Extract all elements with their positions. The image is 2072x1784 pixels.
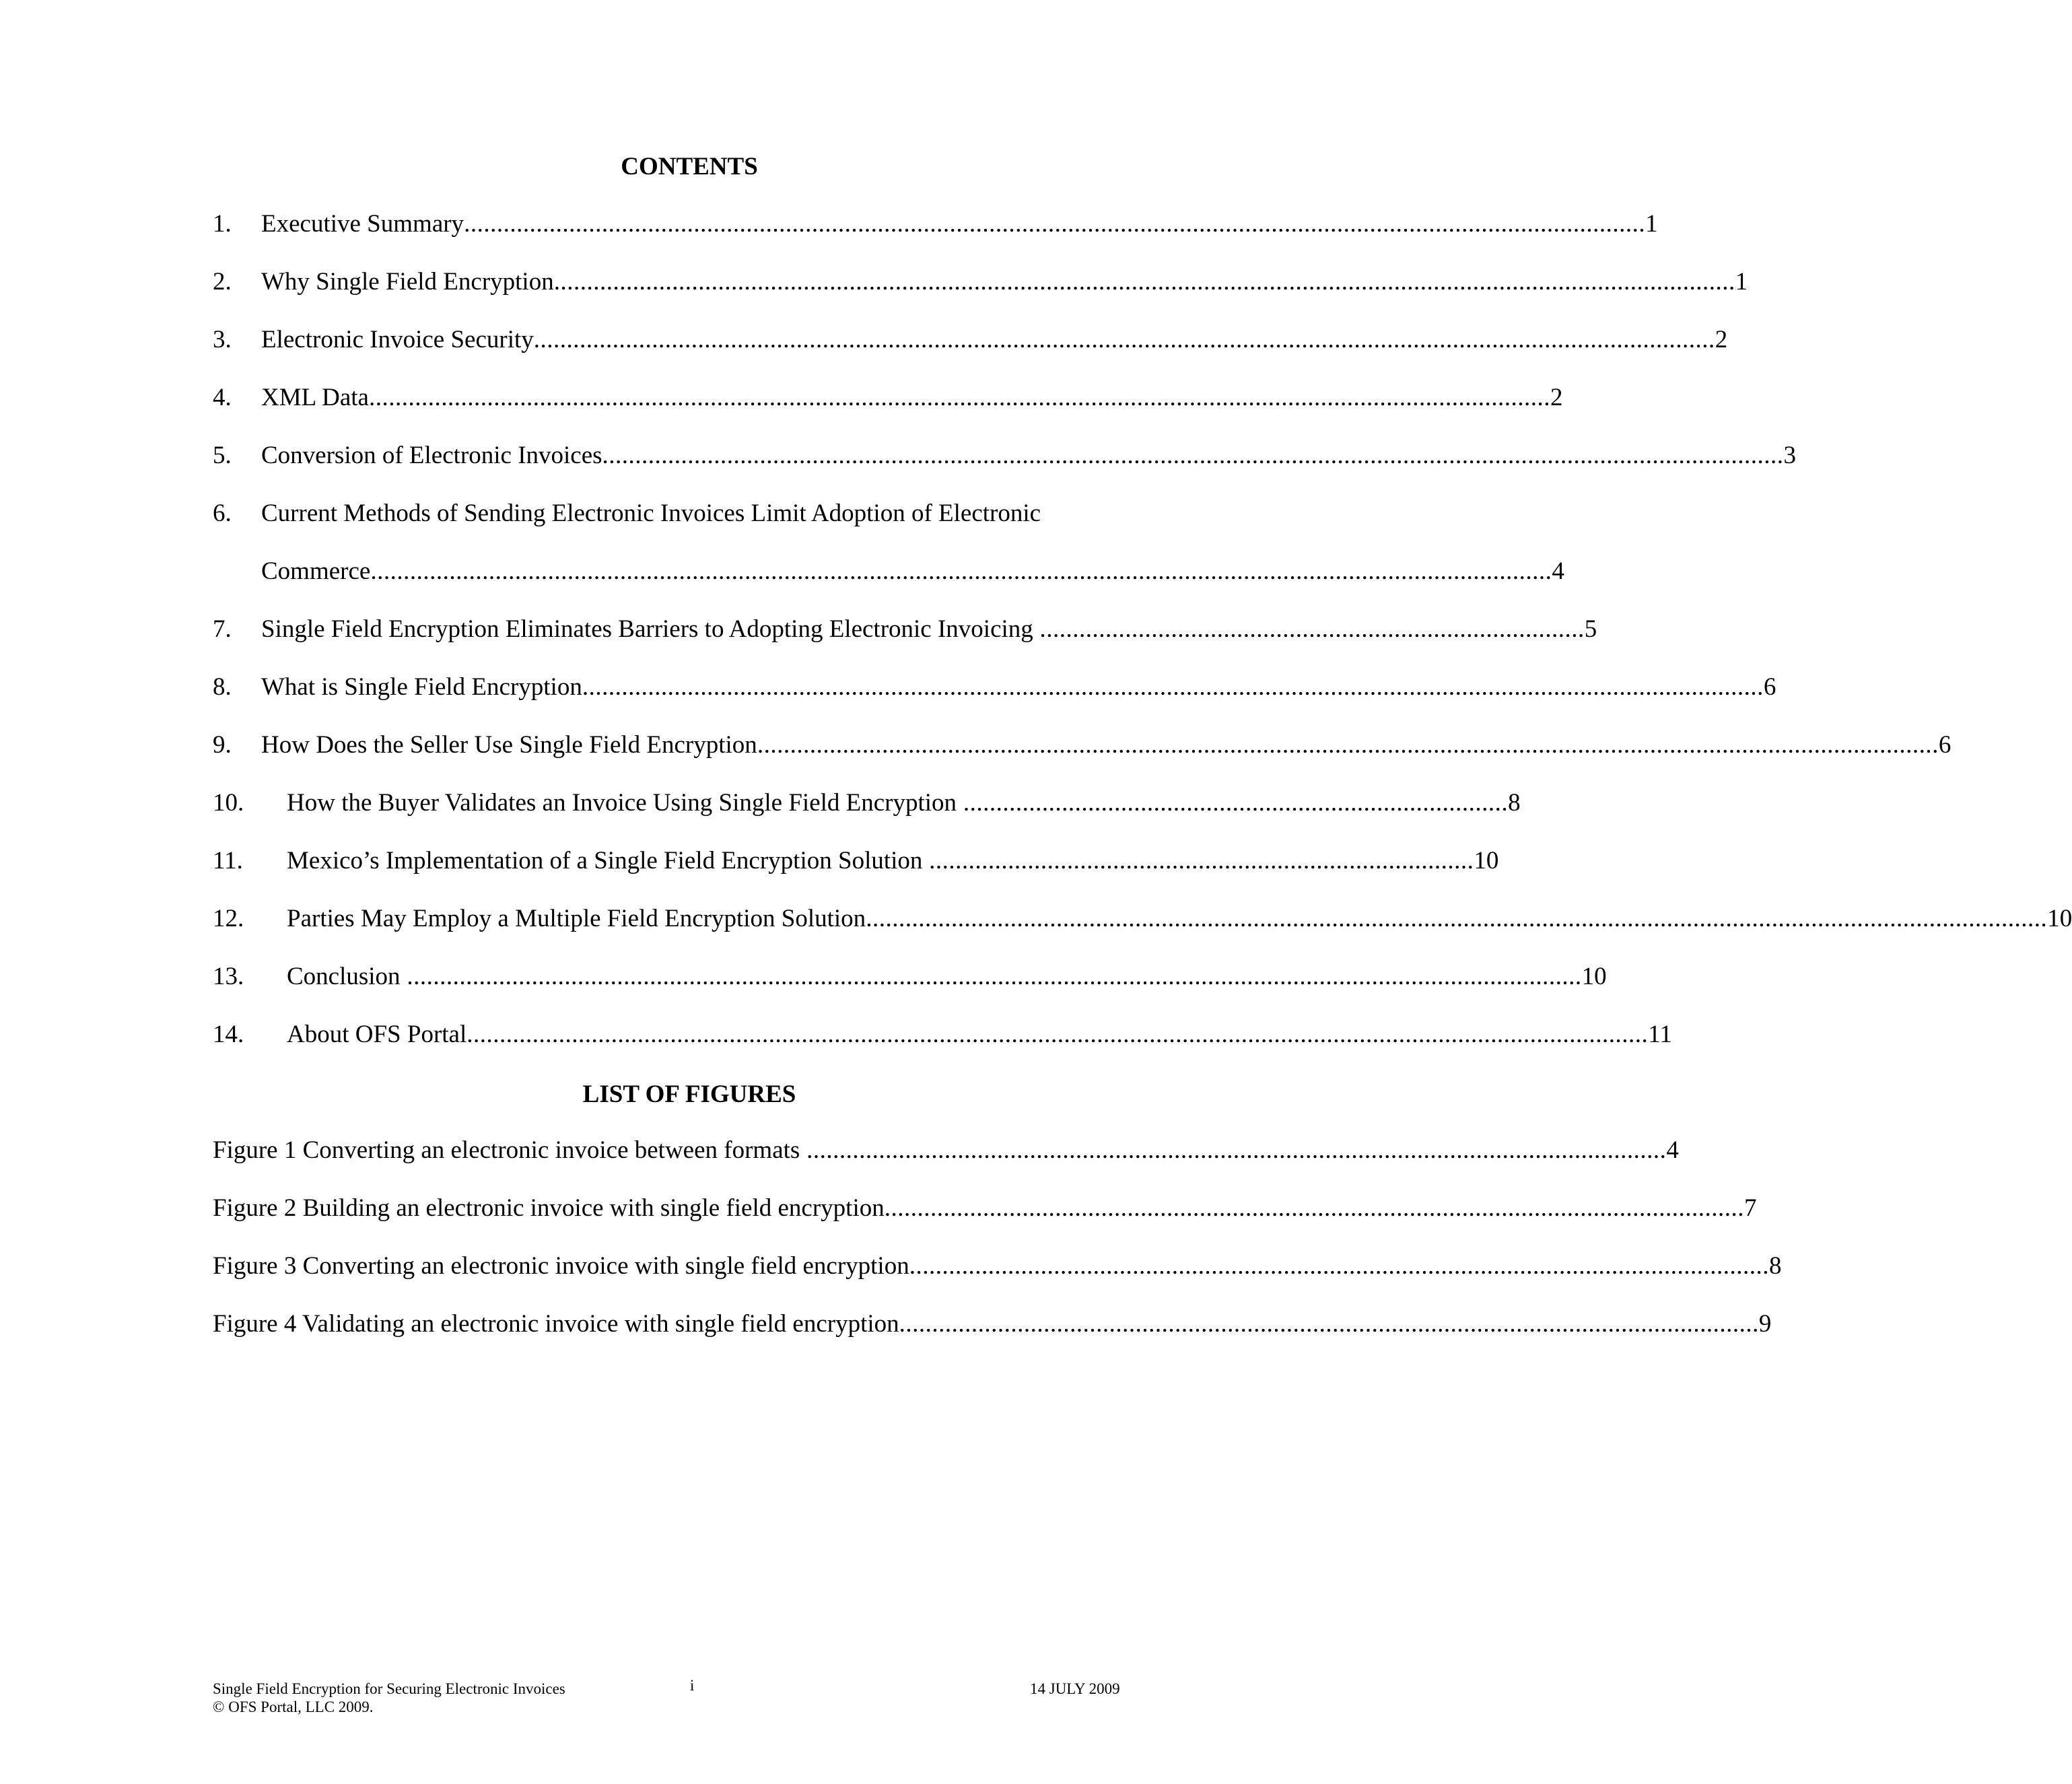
figure-title: Figure 4 Validating an electronic invoice with single field encryption bbox=[213, 1310, 899, 1338]
toc-entry-10[interactable] bbox=[213, 787, 1521, 819]
toc-title: Mexico’s Implementation of a Single Field Encryption Solution bbox=[287, 847, 923, 874]
figure-page: 4 bbox=[1666, 1136, 1679, 1164]
toc-number: 12. bbox=[213, 905, 244, 932]
dot-leader: .................................................................................................................................................................................... bbox=[464, 210, 1646, 238]
dot-leader: .................................................................................................................................................................................... bbox=[370, 557, 1552, 585]
toc-title: How Does the Seller Use Single Field Encryption bbox=[261, 731, 757, 759]
toc-page: 2 bbox=[1715, 326, 1728, 353]
figure-entry-4[interactable] bbox=[213, 1308, 1772, 1340]
toc-title: About OFS Portal bbox=[287, 1021, 467, 1048]
toc-title-continued: Commerce bbox=[261, 557, 371, 585]
footer-page-number: i bbox=[690, 1677, 695, 1694]
dot-leader: ................................................................................................................................... bbox=[884, 1194, 1744, 1222]
toc-number: 11. bbox=[213, 847, 243, 874]
figure-entry-1[interactable] bbox=[213, 1134, 1679, 1167]
toc-number: 9. bbox=[213, 731, 232, 759]
toc-number: 14. bbox=[213, 1021, 244, 1048]
dot-leader: ................................................................................................................................... bbox=[899, 1310, 1759, 1338]
toc-title: Electronic Invoice Security bbox=[261, 326, 534, 353]
toc-entry-13[interactable] bbox=[213, 961, 1607, 993]
toc-entry-5[interactable] bbox=[213, 440, 1797, 472]
toc-title: Single Field Encryption Eliminates Barriers to Adopting Electronic Invoicing bbox=[261, 615, 1033, 643]
toc-page: 11 bbox=[1648, 1021, 1672, 1048]
dot-leader: ................................................................................... bbox=[922, 847, 1474, 874]
dot-leader: ................................................................................................................................... bbox=[909, 1252, 1769, 1280]
toc-title: XML Data bbox=[261, 384, 369, 411]
toc-page: 8 bbox=[1508, 789, 1521, 817]
figure-page: 9 bbox=[1758, 1310, 1772, 1338]
toc-entry-3[interactable] bbox=[213, 324, 1728, 356]
toc-title: How the Buyer Validates an Invoice Using Single Field Encryption bbox=[287, 789, 957, 817]
toc-number: 3. bbox=[213, 326, 232, 353]
toc-page: 3 bbox=[1783, 442, 1797, 469]
toc-entry-6-continued[interactable] bbox=[213, 555, 1564, 588]
figure-page: 8 bbox=[1768, 1252, 1782, 1280]
toc-number: 4. bbox=[213, 384, 232, 411]
dot-leader: .................................................................................................................................................................................... bbox=[368, 384, 1550, 411]
toc-page: 5 bbox=[1584, 615, 1597, 643]
toc-entry-6[interactable] bbox=[213, 498, 1170, 530]
toc-title: Why Single Field Encryption bbox=[261, 268, 554, 296]
dot-leader: .................................................................................................................................................................................... bbox=[757, 731, 1939, 759]
dot-leader: ................................................................................................................................... bbox=[800, 1136, 1667, 1164]
toc-page: 6 bbox=[1938, 731, 1952, 759]
dot-leader: .................................................................................................................................................................................... bbox=[467, 1021, 1649, 1048]
toc-entry-9[interactable] bbox=[213, 729, 1952, 761]
toc-title: Current Methods of Sending Electronic Invoices Limit Adoption of Electronic bbox=[261, 500, 1041, 527]
dot-leader: .................................................................................................................................................................................... bbox=[602, 442, 1784, 469]
toc-entry-1[interactable] bbox=[213, 208, 1658, 240]
dot-leader: .................................................................................................................................................................................... bbox=[866, 905, 2048, 932]
dot-leader: .................................................................................................................................................................................... bbox=[582, 673, 1764, 701]
toc-title: Executive Summary bbox=[261, 210, 464, 238]
toc-number: 1. bbox=[213, 210, 232, 238]
contents-heading: CONTENTS bbox=[621, 153, 758, 180]
toc-entry-12[interactable] bbox=[213, 903, 2072, 935]
toc-page: 4 bbox=[1552, 557, 1564, 585]
toc-title: What is Single Field Encryption bbox=[261, 673, 582, 701]
figure-entry-3[interactable] bbox=[213, 1250, 1782, 1282]
dot-leader: .................................................................................................................................................................................... bbox=[553, 268, 1735, 296]
toc-number: 10. bbox=[213, 789, 244, 817]
dot-leader: ................................................................................................................................................................................... bbox=[400, 963, 1582, 990]
toc-page: 10 bbox=[1581, 963, 1607, 990]
toc-number: 6. bbox=[213, 500, 232, 527]
figure-title: Figure 1 Converting an electronic invoice between formats bbox=[213, 1136, 800, 1164]
toc-page: 10 bbox=[2047, 905, 2072, 932]
toc-page: 2 bbox=[1550, 384, 1563, 411]
toc-number: 2. bbox=[213, 268, 232, 296]
toc-page: 1 bbox=[1735, 268, 1748, 296]
toc-title: Conclusion bbox=[287, 963, 401, 990]
toc-number: 7. bbox=[213, 615, 232, 643]
toc-page: 1 bbox=[1645, 210, 1658, 238]
dot-leader: .................................................................................................................................................................................... bbox=[533, 326, 1715, 353]
figures-heading: LIST OF FIGURES bbox=[582, 1080, 796, 1108]
toc-entry-8[interactable] bbox=[213, 671, 1776, 704]
footer-doc-title: Single Field Encryption for Securing Electronic Invoices bbox=[213, 1680, 565, 1697]
toc-entry-14[interactable] bbox=[213, 1019, 1672, 1051]
toc-page: 6 bbox=[1763, 673, 1776, 701]
figure-title: Figure 2 Building an electronic invoice with single field encryption bbox=[213, 1194, 885, 1222]
footer-date: 14 JULY 2009 bbox=[1030, 1680, 1120, 1697]
figure-entry-2[interactable] bbox=[213, 1192, 1757, 1225]
toc-entry-11[interactable] bbox=[213, 845, 1499, 877]
toc-entry-7[interactable] bbox=[213, 613, 1597, 646]
toc-page: 10 bbox=[1474, 847, 1499, 874]
footer-copyright: © OFS Portal, LLC 2009. bbox=[213, 1699, 374, 1715]
dot-leader: ................................................................................... bbox=[1033, 615, 1585, 643]
figure-title: Figure 3 Converting an electronic invoice with single field encryption bbox=[213, 1252, 909, 1280]
figure-page: 7 bbox=[1744, 1194, 1757, 1222]
toc-number: 5. bbox=[213, 442, 232, 469]
toc-title: Parties May Employ a Multiple Field Encryption Solution bbox=[287, 905, 866, 932]
toc-entry-2[interactable] bbox=[213, 266, 1748, 298]
dot-leader: ................................................................................... bbox=[957, 789, 1509, 817]
toc-number: 8. bbox=[213, 673, 232, 701]
toc-entry-4[interactable] bbox=[213, 382, 1563, 414]
toc-title: Conversion of Electronic Invoices bbox=[261, 442, 602, 469]
toc-number: 13. bbox=[213, 963, 244, 990]
